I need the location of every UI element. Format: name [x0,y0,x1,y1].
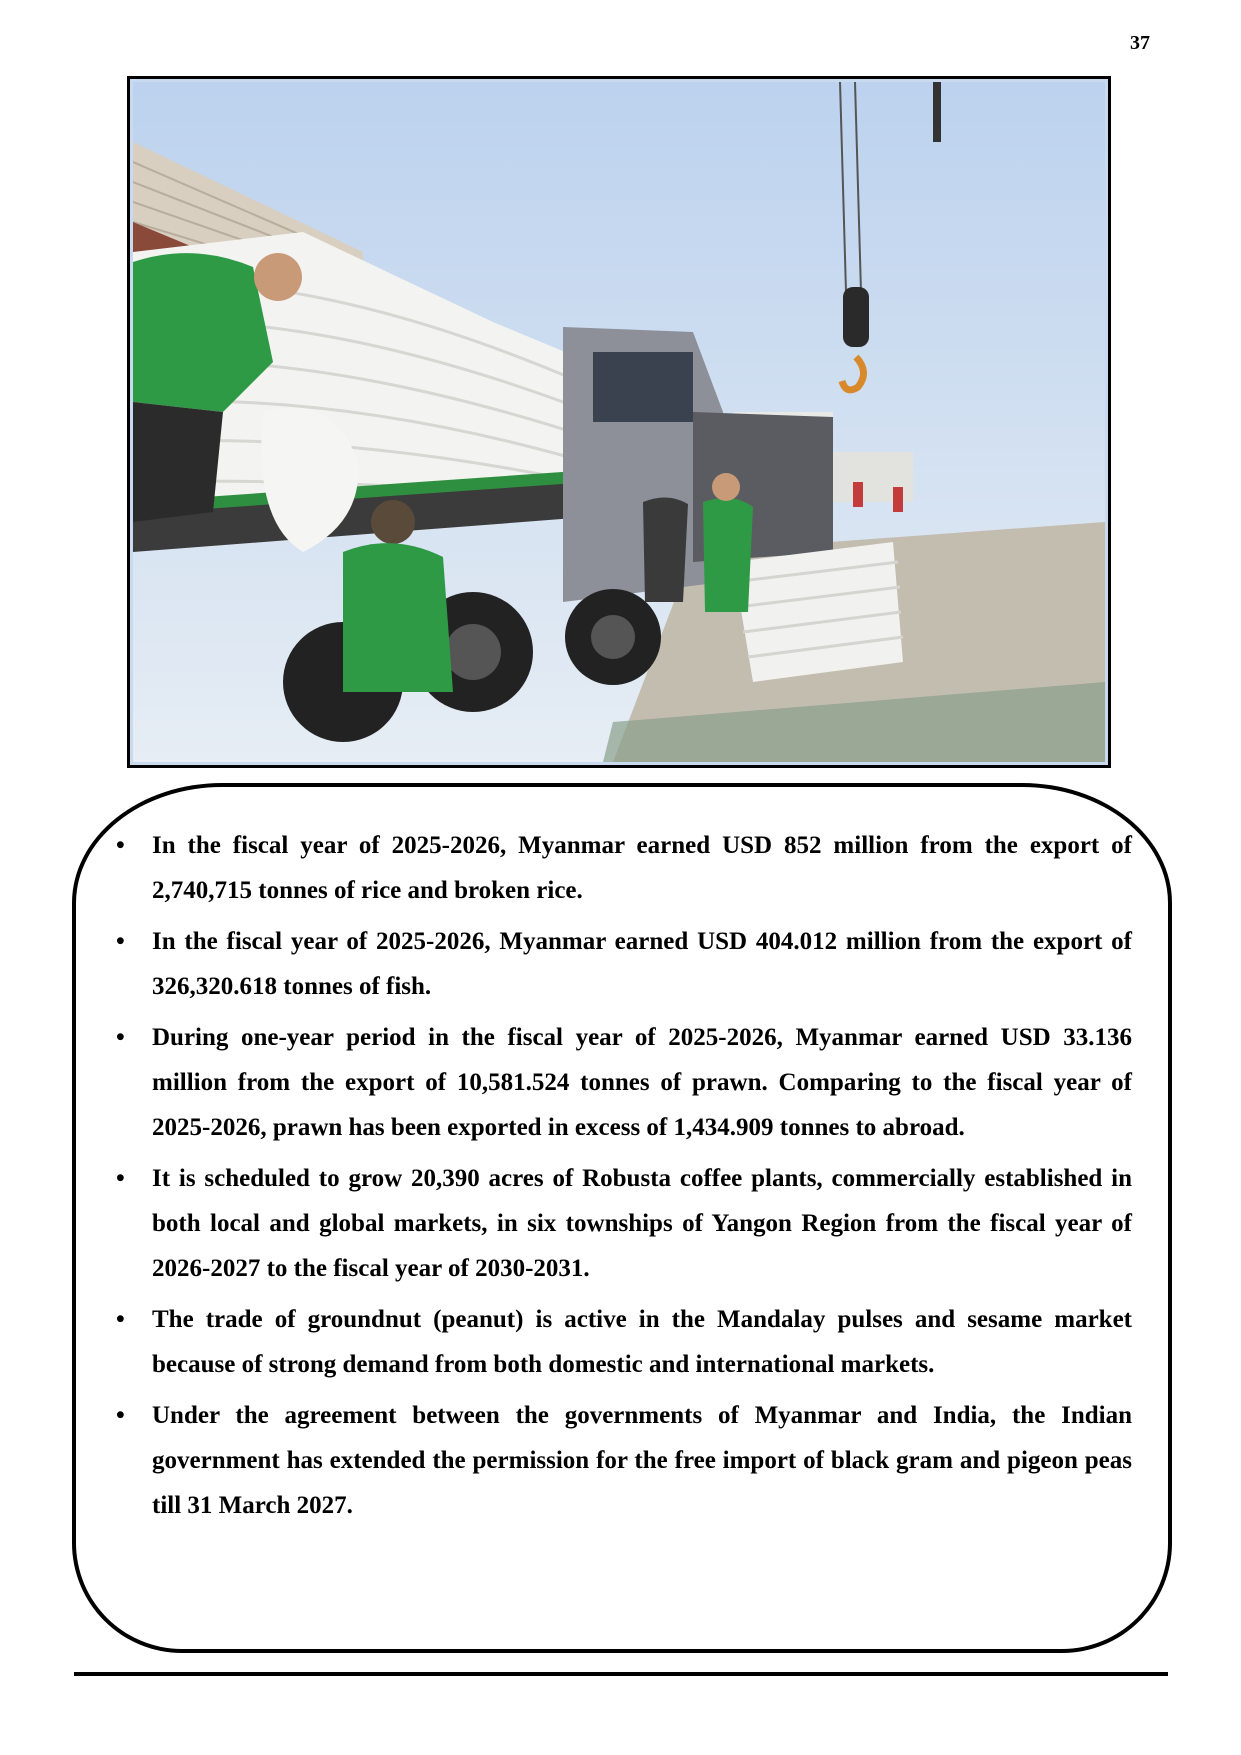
bullet-icon: • [116,1024,125,1051]
bullet-item-groundnut-trade [112,1297,1132,1387]
bullet-text: During one-year period in the fiscal year of 2025-2026, Myanmar earned USD 33.136 million from the export of 10,581.524 tonnes of prawn. Comparing to the fiscal year of 2025-2026, prawn has been exported in excess of 1,434.909 tonnes to abroad. [152,1024,1132,1141]
bullet-text: In the fiscal year of 2025-2026, Myanmar earned USD 404.012 million from the export of 326,320.618 tonnes of fish. [152,928,1132,1000]
footer-divider [74,1672,1168,1676]
bullet-item-prawn-export [112,1015,1132,1150]
bullet-item-india-agreement [112,1393,1132,1528]
bullet-icon: • [116,1306,125,1333]
page-number: 37 [1130,32,1150,54]
bullet-icon: • [116,1165,125,1192]
bullet-icon: • [116,928,125,955]
bullet-text: Under the agreement between the governments of Myanmar and India, the Indian government has extended the permission for the free import of black gram and pigeon peas till 31 March 2027. [152,1402,1132,1519]
photo-frame [127,76,1111,768]
port-loading-photo [133,82,1105,762]
bullet-item-rice-export [112,823,1132,913]
bullet-icon: • [116,1402,125,1429]
bullet-text: In the fiscal year of 2025-2026, Myanmar earned USD 852 million from the export of 2,740,715 tonnes of rice and broken rice. [152,832,1132,904]
bullet-list [112,823,1132,1534]
photo-illustration [133,82,1105,762]
bullet-icon: • [116,832,125,859]
bullet-text: It is scheduled to grow 20,390 acres of Robusta coffee plants, commercially established in both local and global markets, in six townships of Yangon Region from the fiscal year of 2026-2027 to the fiscal year of 2030-2031. [152,1165,1132,1282]
bullet-item-coffee-plan [112,1156,1132,1291]
bullet-item-fish-export [112,919,1132,1009]
bullet-text: The trade of groundnut (peanut) is active in the Mandalay pulses and sesame market because of strong demand from both domestic and international markets. [152,1306,1132,1378]
